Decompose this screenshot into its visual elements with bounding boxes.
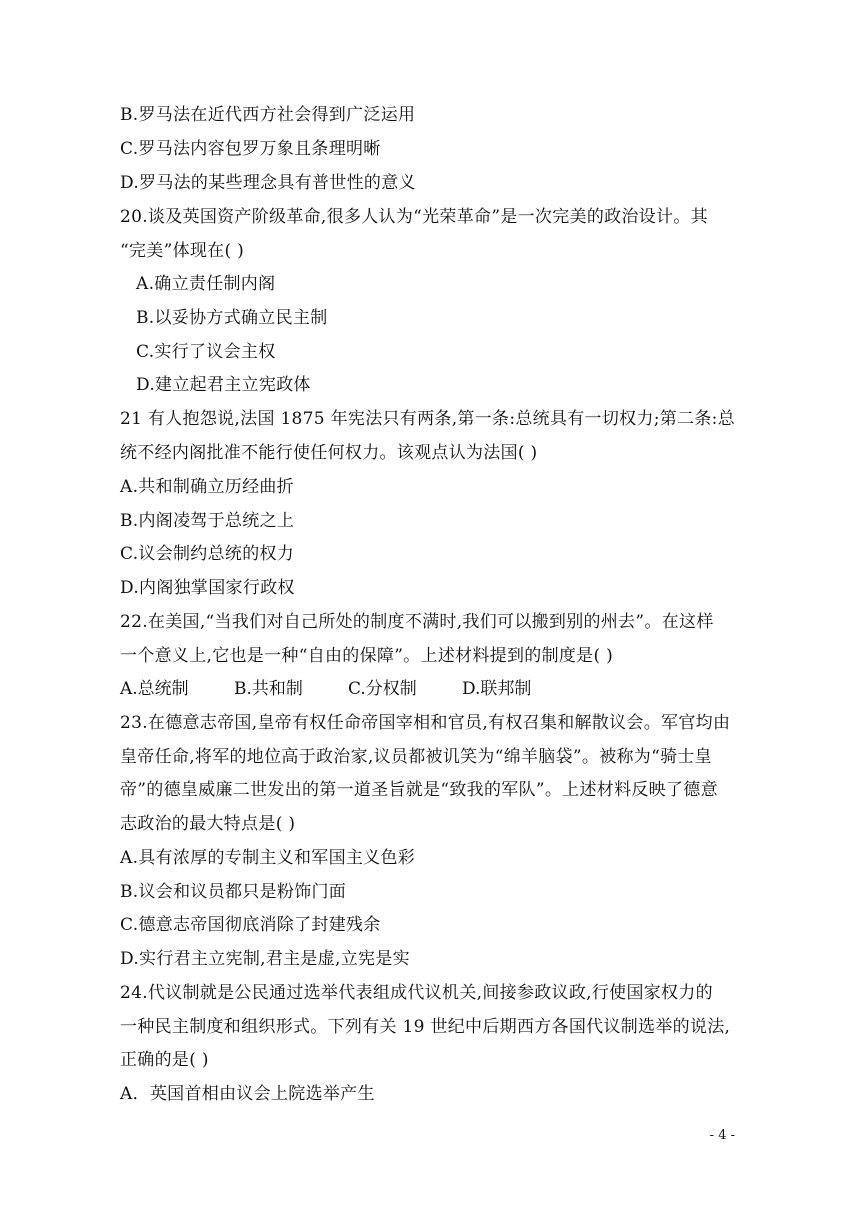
q23-stem-line4: 志政治的最大特点是( ) [120, 814, 296, 834]
q23-option-d: D.实行君主立宪制,君主是虚,立宪是实 [120, 949, 410, 969]
q22-option-c: C.分权制 [348, 679, 417, 699]
q21-stem-line1: 21 有人抱怨说,法国 1875 年宪法只有两条,第一条:总统具有一切权力;第二条:总 [120, 409, 735, 429]
page-number: - 4 - [709, 1128, 735, 1143]
q21-option-b: B.内阁凌驾于总统之上 [120, 511, 295, 531]
q20-stem-line1: 20.谈及英国资产阶级革命,很多人认为“光荣革命”是一次完美的政治设计。其 [120, 207, 708, 227]
q20-option-c: C.实行了议会主权 [136, 342, 276, 362]
q21-option-c: C.议会制约总统的权力 [120, 544, 295, 564]
q20-option-d: D.建立起君主立宪政体 [136, 375, 311, 395]
q20-option-b: B.以妥协方式确立民主制 [136, 308, 328, 328]
q22-option-b: B.共和制 [234, 679, 303, 699]
q24-stem-line2: 一种民主制度和组织形式。下列有关 19 世纪中后期西方各国代议制选举的说法, [120, 1017, 731, 1037]
q19-option-c: C.罗马法内容包罗万象且条理明晰 [120, 139, 381, 159]
q22-stem-line2: 一个意义上,它也是一种“自由的保障”。上述材料提到的制度是( ) [120, 646, 614, 666]
q23-option-b: B.议会和议员都只是粉饰门面 [120, 882, 347, 902]
q21-option-a: A.共和制确立历经曲折 [120, 477, 294, 497]
q24-stem-line3: 正确的是( ) [120, 1050, 209, 1070]
q24-option-a: A．英国首相由议会上院选举产生 [120, 1084, 375, 1104]
q20-option-a: A.确立责任制内阁 [136, 274, 276, 294]
q23-option-a: A.具有浓厚的专制主义和军国主义色彩 [120, 848, 416, 868]
q23-stem-line3: 帝”的德皇威廉二世发出的第一道圣旨就是“致我的军队”。上述材料反映了德意 [120, 780, 718, 800]
q21-option-d: D.内阁独掌国家行政权 [120, 578, 295, 598]
q19-option-d: D.罗马法的某些理念具有普世性的意义 [120, 173, 416, 193]
q23-stem-line2: 皇帝任命,将军的地位高于政治家,议员都被讥笑为“绵羊脑袋”。被称为“骑士皇 [120, 747, 712, 767]
q19-option-b: B.罗马法在近代西方社会得到广泛运用 [120, 105, 416, 125]
q20-stem-line2: “完美”体现在( ) [120, 241, 245, 261]
q22-option-a: A.总统制 [120, 679, 189, 699]
q23-stem-line1: 23.在德意志帝国,皇帝有权任命帝国宰相和官员,有权召集和解散议会。军官均由 [120, 713, 731, 733]
q22-stem-line1: 22.在美国,“当我们对自己所处的制度不满时,我们可以搬到别的州去”。在这样 [120, 612, 714, 632]
q24-stem-line1: 24.代议制就是公民通过选举代表组成代议机关,间接参政议政,行使国家权力的 [120, 983, 713, 1003]
q22-option-d: D.联邦制 [462, 679, 532, 699]
q23-option-c: C.德意志帝国彻底消除了封建残余 [120, 915, 381, 935]
q21-stem-line2: 统不经内阁批准不能行使任何权力。该观点认为法国( ) [120, 443, 538, 463]
